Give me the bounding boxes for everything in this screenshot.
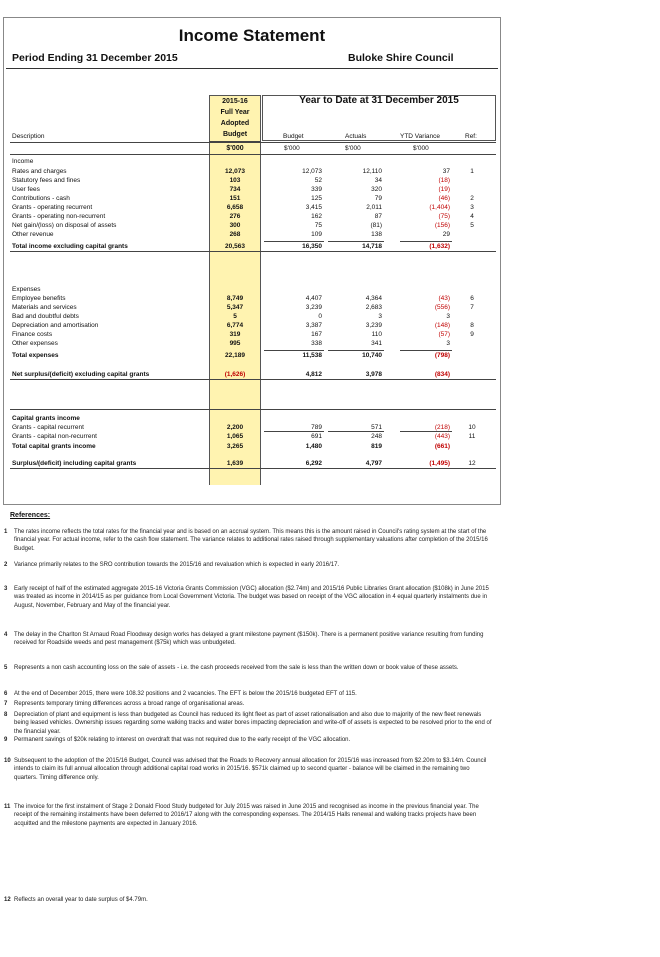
reference-text: Depreciation of plant and equipment is less than budgeted as Council has reduced its light fleet as part of asset rationalisation and also due to majority of the new fleet renewals being leased vehicles. Ownership issues regarding some walking tracks and water bores impacting depreciation and write-off of assets is expected to be resolved prior to the end of the financial year. bbox=[14, 712, 492, 735]
section-heading bbox=[0, 157, 504, 166]
full-year-budget-cell: 12,073 bbox=[225, 168, 245, 175]
ytd-budget-cell: 691 bbox=[311, 433, 322, 440]
table-row bbox=[0, 303, 504, 312]
budget-header-line: Budget bbox=[222, 131, 248, 138]
variance-cell: (218) bbox=[434, 424, 450, 431]
variance-cell: (1,632) bbox=[429, 243, 450, 250]
ref-cell: 12 bbox=[468, 460, 476, 467]
row-label: Materials and services bbox=[12, 304, 77, 311]
row-label: Grants - operating recurrent bbox=[12, 204, 93, 211]
actuals-cell: 320 bbox=[371, 186, 382, 193]
row-label: Rates and charges bbox=[12, 168, 67, 175]
row-label: Grants - operating non-recurrent bbox=[12, 213, 106, 220]
full-year-budget-cell: 6,658 bbox=[226, 204, 244, 211]
variance-cell: (798) bbox=[434, 352, 450, 359]
reference-text: Early receipt of half of the estimated aggregate 2015-16 Victoria Grants Commission (VGC) allocation ($2.74m) and 2015/16 Public Libraries Grant allocation ($108k) in June 2015 was treated as income in 2014/15 as per guidance from Local Government Victoria. The budget was based on receipt of the VGC allocation in 4 equal quarterly instalments due in August, November, February and May of the financial year. bbox=[14, 586, 489, 609]
table-row bbox=[0, 230, 504, 239]
references-title: References: bbox=[10, 512, 51, 519]
row-label: User fees bbox=[12, 186, 40, 193]
variance-cell: (75) bbox=[438, 213, 450, 220]
reference-text: The delay in the Charlton St Arnaud Road Floodway design works has delayed a grant milestone payment ($150k). There is a permanent positive variance resulting from funding received for Roadside weeds and pest management ($75k) which was unbudgeted. bbox=[14, 632, 484, 647]
variance-unit-header: $'000 bbox=[413, 145, 429, 152]
reference-number: 8 bbox=[4, 712, 8, 718]
reference-number: 9 bbox=[4, 737, 8, 743]
actuals-cell: 571 bbox=[371, 424, 382, 431]
reference-note bbox=[4, 700, 494, 708]
row-label: Bad and doubtful debts bbox=[12, 313, 79, 320]
table-row bbox=[0, 330, 504, 339]
row-label: Net gain/(loss) on disposal of assets bbox=[12, 222, 117, 229]
actuals-cell: 34 bbox=[374, 177, 382, 184]
ytd-budget-cell: 125 bbox=[311, 195, 322, 202]
actuals-cell: 10,740 bbox=[362, 352, 382, 359]
ref-cell: 6 bbox=[470, 295, 474, 302]
ytd-budget-cell: 3,239 bbox=[305, 304, 322, 311]
row-label: Grants - capital non-recurrent bbox=[12, 433, 97, 440]
total-rule bbox=[400, 431, 452, 432]
column-header-divider bbox=[10, 142, 496, 143]
actuals-unit-header: $'000 bbox=[345, 145, 361, 152]
full-year-budget-cell: 5,347 bbox=[226, 304, 244, 311]
full-year-budget-cell: 103 bbox=[229, 177, 241, 184]
reference-note bbox=[4, 803, 494, 828]
variance-cell: (443) bbox=[434, 433, 450, 440]
ytd-budget-cell: 338 bbox=[311, 340, 322, 347]
variance-cell: (661) bbox=[434, 443, 450, 450]
total-rule bbox=[328, 431, 384, 432]
ytd-budget-cell: 11,538 bbox=[302, 352, 322, 359]
ytd-budget-cell: 167 bbox=[311, 331, 322, 338]
ytd-budget-cell: 3,387 bbox=[305, 322, 322, 329]
total-rule bbox=[328, 241, 384, 242]
reference-text: Represents a non cash accounting loss on the sale of assets - i.e. the cash proceeds received from the sale is less than the written down or book value of these assets. bbox=[14, 665, 459, 671]
reference-note bbox=[4, 736, 494, 744]
full-year-budget-cell: 20,563 bbox=[225, 243, 245, 250]
ref-cell: 11 bbox=[468, 433, 476, 440]
row-label: Grants - capital recurrent bbox=[12, 424, 84, 431]
reference-note bbox=[4, 711, 494, 736]
reference-number: 5 bbox=[4, 665, 8, 671]
ytd-title: Year to Date at 31 December 2015 bbox=[299, 95, 459, 106]
full-year-budget-cell: 268 bbox=[229, 231, 241, 238]
table-row bbox=[0, 167, 504, 176]
actuals-cell: 341 bbox=[371, 340, 382, 347]
full-year-budget-cell: 319 bbox=[229, 331, 241, 338]
variance-cell: (19) bbox=[438, 186, 450, 193]
budget-header-line: 2015-16 bbox=[222, 98, 248, 105]
section-divider bbox=[10, 379, 496, 380]
full-year-budget-cell: (1,626) bbox=[224, 371, 246, 378]
actuals-cell: 2,683 bbox=[365, 304, 382, 311]
header-divider bbox=[6, 68, 498, 69]
full-year-budget-cell: 1,639 bbox=[226, 460, 244, 467]
variance-cell: 3 bbox=[446, 313, 450, 320]
full-year-budget-cell: 8,749 bbox=[226, 295, 244, 302]
full-year-budget-cell: 734 bbox=[229, 186, 241, 193]
full-year-budget-cell: 151 bbox=[229, 195, 241, 202]
reference-number: 4 bbox=[4, 632, 8, 638]
total-row bbox=[0, 442, 504, 451]
total-rule bbox=[264, 350, 324, 351]
total-rule bbox=[400, 350, 452, 351]
row-label: Finance costs bbox=[12, 331, 53, 338]
ytd-budget-cell: 75 bbox=[314, 222, 322, 229]
reference-note bbox=[4, 528, 494, 553]
ytd-budget-cell: 109 bbox=[311, 231, 322, 238]
ref-cell: 1 bbox=[470, 168, 474, 175]
row-label: Other expenses bbox=[12, 340, 58, 347]
reference-note bbox=[4, 690, 494, 698]
total-rule bbox=[264, 241, 324, 242]
reference-number: 1 bbox=[4, 529, 8, 535]
reference-note bbox=[4, 757, 494, 782]
ytd-budget-cell: 4,812 bbox=[305, 371, 322, 378]
variance-cell: (556) bbox=[434, 304, 450, 311]
reference-note bbox=[4, 631, 494, 648]
reference-note bbox=[4, 561, 494, 569]
variance-cell: (18) bbox=[438, 177, 450, 184]
actuals-cell: 14,718 bbox=[362, 243, 382, 250]
full-year-budget-cell: 995 bbox=[229, 340, 241, 347]
full-year-budget-cell: 1,065 bbox=[226, 433, 244, 440]
ytd-budget-cell: 789 bbox=[311, 424, 322, 431]
row-label: Employee benefits bbox=[12, 295, 66, 302]
row-label: Total capital grants income bbox=[12, 443, 96, 450]
ref-cell: 9 bbox=[470, 331, 474, 338]
section-divider bbox=[10, 409, 496, 410]
row-label: Net surplus/(deficit) excluding capital grants bbox=[12, 371, 150, 378]
actuals-cell: 248 bbox=[371, 433, 382, 440]
variance-cell: (43) bbox=[438, 295, 450, 302]
actuals-cell: 138 bbox=[371, 231, 382, 238]
reference-note bbox=[4, 896, 494, 904]
reference-text: Represents temporary timing differences across a broad range of organisational areas. bbox=[14, 701, 245, 707]
actuals-cell: 2,011 bbox=[366, 204, 382, 211]
row-label: Expenses bbox=[12, 286, 41, 293]
variance-cell: (148) bbox=[434, 322, 450, 329]
reference-number: 12 bbox=[4, 897, 11, 903]
actuals-cell: 3,239 bbox=[365, 322, 382, 329]
total-rule bbox=[264, 431, 324, 432]
reference-number: 10 bbox=[4, 758, 11, 764]
row-label: Contributions - cash bbox=[12, 195, 70, 202]
reference-note bbox=[4, 585, 494, 610]
ytd-budget-cell: 12,073 bbox=[302, 168, 322, 175]
actuals-cell: 3,978 bbox=[365, 371, 382, 378]
ytd-budget-cell: 1,480 bbox=[305, 443, 322, 450]
budget-unit: $'000 bbox=[226, 145, 244, 152]
table-row bbox=[0, 294, 504, 303]
table-row bbox=[0, 194, 504, 203]
variance-cell: (57) bbox=[438, 331, 450, 338]
ref-cell: 2 bbox=[470, 195, 474, 202]
total-rule bbox=[400, 241, 452, 242]
ytd-budget-cell: 52 bbox=[314, 177, 322, 184]
table-row bbox=[0, 339, 504, 348]
reference-number: 7 bbox=[4, 701, 8, 707]
ytd-budget-cell: 6,292 bbox=[305, 460, 322, 467]
actuals-cell: (81) bbox=[370, 222, 382, 229]
ytd-budget-cell: 16,350 bbox=[302, 243, 322, 250]
actuals-cell: 110 bbox=[371, 331, 382, 338]
budget-header-line: Full Year bbox=[220, 109, 250, 116]
ytd-budget-cell: 162 bbox=[311, 213, 322, 220]
variance-cell: (156) bbox=[434, 222, 450, 229]
actuals-header: Actuals bbox=[345, 133, 367, 140]
reference-text: Reflects an overall year to date surplus of $4.79m. bbox=[14, 897, 148, 903]
row-label: Depreciation and amortisation bbox=[12, 322, 99, 329]
total-row bbox=[0, 351, 504, 360]
ref-cell: 7 bbox=[470, 304, 474, 311]
row-label: Income bbox=[12, 158, 34, 165]
actuals-cell: 12,110 bbox=[362, 168, 382, 175]
section-divider bbox=[10, 251, 496, 252]
ytd-budget-cell: 339 bbox=[311, 186, 322, 193]
table-row bbox=[0, 321, 504, 330]
budget-header-line: Adopted bbox=[220, 120, 250, 127]
variance-cell: 37 bbox=[442, 168, 450, 175]
variance-cell: (46) bbox=[438, 195, 450, 202]
variance-cell: 29 bbox=[442, 231, 450, 238]
full-year-budget-cell: 276 bbox=[229, 213, 241, 220]
ytd-budget-cell: 3,415 bbox=[305, 204, 322, 211]
actuals-cell: 4,797 bbox=[365, 460, 382, 467]
row-label: Capital grants income bbox=[12, 415, 80, 422]
reference-note bbox=[4, 664, 494, 672]
reference-text: Permanent savings of $20k relating to interest on overdraft that was not required due to the early receipt of the VGC allocation. bbox=[14, 737, 351, 743]
column-header-bottom-rule bbox=[10, 154, 496, 155]
budget-header: Budget bbox=[283, 133, 304, 140]
full-year-budget-cell: 6,774 bbox=[226, 322, 244, 329]
full-year-budget-cell: 22,189 bbox=[225, 352, 245, 359]
table-row bbox=[0, 221, 504, 230]
variance-cell: 3 bbox=[446, 340, 450, 347]
ref-cell: 3 bbox=[470, 204, 474, 211]
variance-cell: (1,404) bbox=[429, 204, 450, 211]
row-label: Total income excluding capital grants bbox=[12, 243, 128, 250]
section-heading bbox=[0, 414, 504, 423]
ytd-variance-header: YTD Variance bbox=[400, 133, 440, 140]
reference-number: 11 bbox=[4, 804, 11, 810]
variance-cell: (1,495) bbox=[429, 460, 450, 467]
reference-text: Subsequent to the adoption of the 2015/16 Budget, Council was advised that the Roads to Recovery annual allocation for 2015/16 was increased from $2.20m to $3.14m. Council intends to claim its full annual allocation through additional capital road works in 2015/16. $571k claimed up to second quarter - balance will be claimed in the remaining two quarters. Timing difference only. bbox=[14, 758, 487, 781]
total-row bbox=[0, 370, 504, 379]
actuals-cell: 87 bbox=[374, 213, 382, 220]
table-row bbox=[0, 212, 504, 221]
table-row bbox=[0, 185, 504, 194]
section-heading bbox=[0, 285, 504, 294]
council-name: Buloke Shire Council bbox=[348, 52, 454, 64]
period-label: Period Ending 31 December 2015 bbox=[12, 52, 178, 64]
actuals-cell: 79 bbox=[374, 195, 382, 202]
row-label: Surplus/(deficit) including capital grants bbox=[12, 460, 137, 467]
actuals-cell: 819 bbox=[371, 443, 382, 450]
ref-header: Ref: bbox=[465, 133, 477, 140]
ref-cell: 5 bbox=[470, 222, 474, 229]
reference-text: The invoice for the first instalment of Stage 2 Donald Flood Study budgeted for July 2015 was raised in June 2015 and recognised as income in the previous financial year. The receipt of the remaining instalments have been deferred to 2016/17 along with the corresponding expenses. The 2014/15 Halls renewal and walking tracks projects have been acquitted and the milestone payments are expected in January 2016. bbox=[14, 804, 479, 827]
reference-text: At the end of December 2015, there were 108.32 positions and 2 vacancies. The EFT is below the 2015/16 budgeted EFT of 115. bbox=[14, 691, 357, 697]
ref-cell: 4 bbox=[470, 213, 474, 220]
ytd-budget-cell: 4,407 bbox=[305, 295, 322, 302]
full-year-budget-cell: 2,200 bbox=[226, 424, 244, 431]
row-label: Other revenue bbox=[12, 231, 54, 238]
ytd-budget-cell: 0 bbox=[318, 313, 322, 320]
actuals-cell: 3 bbox=[378, 313, 382, 320]
total-row bbox=[0, 459, 504, 468]
budget-unit-header: $'000 bbox=[284, 145, 300, 152]
reference-number: 6 bbox=[4, 691, 8, 697]
table-row bbox=[0, 432, 504, 441]
actuals-cell: 4,364 bbox=[365, 295, 382, 302]
total-row bbox=[0, 242, 504, 251]
table-row bbox=[0, 203, 504, 212]
description-header: Description bbox=[12, 133, 45, 140]
page-title: Income Statement bbox=[178, 26, 326, 45]
reference-text: The rates income reflects the total rates for the financial year and is based on an accrual system. This means this is the amount raised in Council's rating system at the start of the financial year. For actual income, refer to the cash flow statement. The variance relates to additional rates raised through supplementary valuations after completion of the 2015/16 Budget. bbox=[14, 529, 488, 552]
row-label: Statutory fees and fines bbox=[12, 177, 81, 184]
variance-cell: (834) bbox=[434, 371, 450, 378]
reference-number: 2 bbox=[4, 562, 8, 568]
full-year-budget-cell: 3,265 bbox=[226, 443, 244, 450]
row-label: Total expenses bbox=[12, 352, 59, 359]
total-rule bbox=[328, 350, 384, 351]
reference-text: Variance primarily relates to the SRO contribution towards the 2015/16 and revaluation which is expected in early 2016/17. bbox=[14, 562, 340, 568]
table-row bbox=[0, 312, 504, 321]
table-row bbox=[0, 176, 504, 185]
ref-cell: 8 bbox=[470, 322, 474, 329]
full-year-budget-cell: 5 bbox=[233, 313, 237, 320]
section-divider bbox=[10, 468, 496, 469]
reference-number: 3 bbox=[4, 586, 8, 592]
full-year-budget-cell: 300 bbox=[229, 222, 241, 229]
ref-cell: 10 bbox=[468, 424, 476, 431]
